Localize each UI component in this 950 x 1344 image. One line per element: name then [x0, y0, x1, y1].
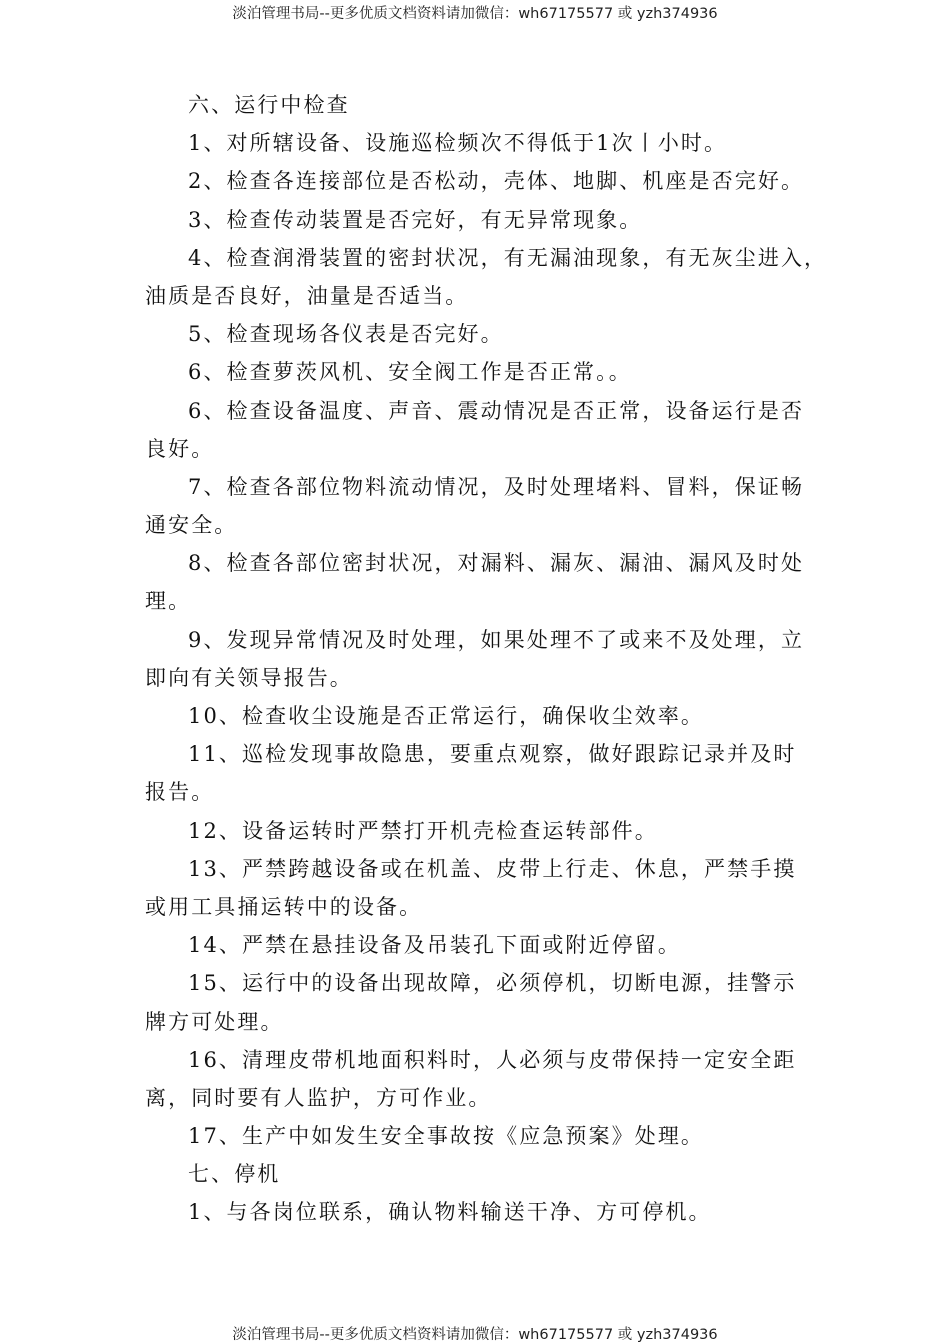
- text-line: 牌方可处理。: [145, 1009, 284, 1034]
- text-line: 6、检查设备温度、声音、震动情况是否正常，设备运行是否: [188, 398, 805, 423]
- paragraph: [145, 468, 825, 544]
- text-line: 5、检查现场各仪表是否完好。: [188, 322, 504, 347]
- text-line: 17、生产中如发生安全事故按《应急预案》处理。: [188, 1124, 705, 1149]
- text-line: 通安全。: [145, 513, 238, 538]
- text-line: 七、停机: [188, 1162, 281, 1187]
- paragraph: [145, 201, 825, 239]
- paragraph: [145, 86, 825, 124]
- paragraph: [145, 1155, 825, 1193]
- text-line: 8、检查各部位密封状况，对漏料、漏灰、漏油、漏风及时处: [188, 551, 805, 576]
- text-line: 报告。: [145, 780, 215, 805]
- text-line: 离，同时要有人监护，方可作业。: [145, 1085, 492, 1110]
- text-line: 3、检查传动装置是否完好，有无异常现象。: [188, 207, 643, 232]
- text-line: 7、检查各部位物料流动情况，及时处理堵料、冒料，保证畅: [188, 474, 805, 499]
- paragraph: [145, 1041, 825, 1117]
- paragraph: [145, 162, 825, 200]
- paragraph: [145, 392, 825, 468]
- paragraph: [145, 697, 825, 735]
- text-line: 13、严禁跨越设备或在机盖、皮带上行走、休息，严禁手摸: [188, 856, 797, 881]
- text-line: 理。: [145, 589, 192, 614]
- paragraph: [145, 964, 825, 1040]
- page-footer-watermark: 淡泊管理书局--更多优质文档资料请加微信：wh67175577 或 yzh374936: [232, 1327, 718, 1343]
- text-line: 油质是否良好，油量是否适当。: [145, 283, 469, 308]
- text-line: 14、严禁在悬挂设备及吊装孔下面或附近停留。: [188, 933, 681, 958]
- paragraph: [145, 850, 825, 926]
- paragraph: [145, 812, 825, 850]
- text-line: 六、运行中检查: [188, 93, 350, 117]
- paragraph: [145, 926, 825, 964]
- text-line: 即向有关领导报告。: [145, 665, 353, 690]
- text-line: 1、对所辖设备、设施巡检频次不得低于1次丨小时。: [188, 131, 728, 156]
- paragraph: [145, 353, 825, 391]
- text-line: 16、清理皮带机地面积料时，人必须与皮带保持一定安全距: [188, 1047, 797, 1072]
- paragraph: [145, 1193, 825, 1231]
- paragraph: [145, 1117, 825, 1155]
- paragraph: [145, 544, 825, 620]
- text-line: 15、运行中的设备出现故障，必须停机，切断电源，挂警示: [188, 971, 797, 996]
- text-line: 9、发现异常情况及时处理，如果处理不了或来不及处理，立: [188, 627, 805, 652]
- text-line: 10、检查收尘设施是否正常运行，确保收尘效率。: [188, 704, 705, 728]
- text-line: 11、巡检发现事故隐患，要重点观察，做好跟踪记录并及时: [188, 742, 797, 767]
- text-line: 1、与各岗位联系，确认物料输送干净、方可停机。: [188, 1200, 712, 1225]
- paragraph: [145, 315, 825, 353]
- text-line: 2、检查各连接部位是否松动，壳体、地脚、机座是否完好。: [188, 169, 805, 194]
- text-line: 6、检查萝茨风机、安全阀工作是否正常。。: [188, 360, 632, 385]
- document-body: [145, 86, 828, 1232]
- text-line: 4、检查润滑装置的密封状况，有无漏油现象，有无灰尘进入，: [188, 245, 828, 270]
- text-line: 良好。: [145, 436, 215, 461]
- paragraph: [145, 124, 825, 162]
- page-header-watermark: 淡泊管理书局--更多优质文档资料请加微信：wh67175577 或 yzh374936: [232, 6, 718, 22]
- text-line: 12、设备运转时严禁打开机壳检查运转部件。: [188, 818, 658, 843]
- paragraph: [145, 735, 825, 811]
- paragraph: [145, 621, 825, 697]
- paragraph: [145, 239, 828, 315]
- text-line: 或用工具捅运转中的设备。: [145, 894, 423, 919]
